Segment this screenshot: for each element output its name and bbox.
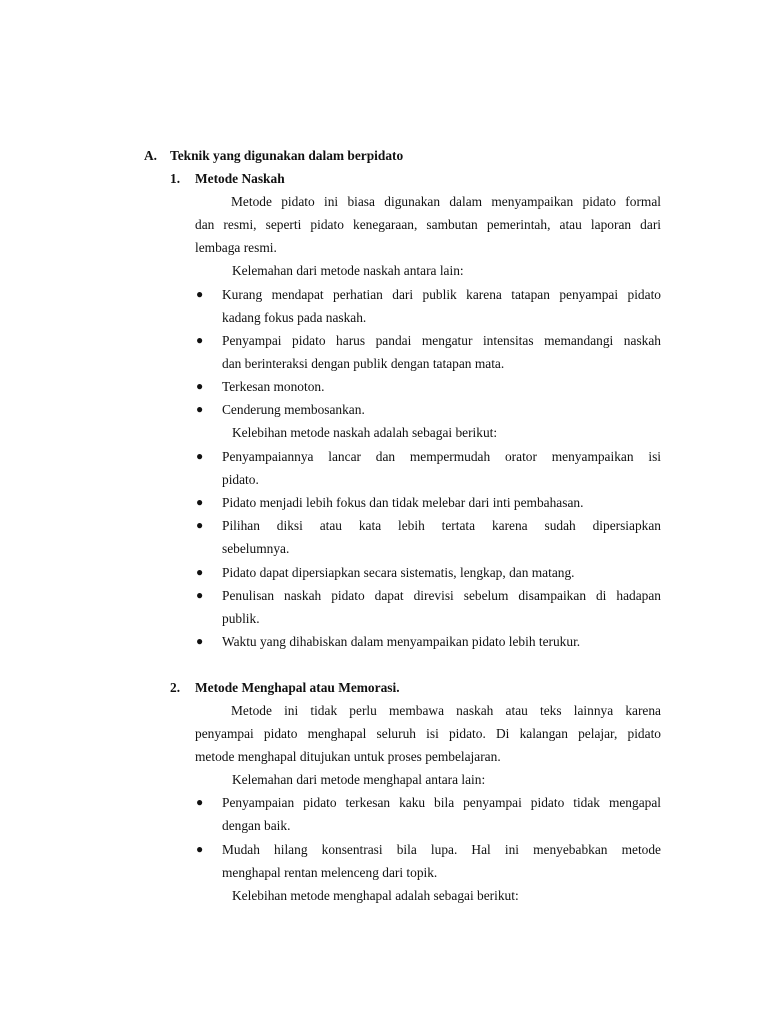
method2-number: 2. bbox=[170, 680, 181, 695]
method1-weakness-4: Cenderung membosankan. bbox=[222, 402, 365, 417]
method1-strength-1-line-1: Penyampaiannya lancar dan mempermudah orator menyampaikan isi bbox=[222, 449, 661, 464]
section-title: Teknik yang digunakan dalam berpidato bbox=[170, 148, 404, 163]
method1-number: 1. bbox=[170, 171, 181, 186]
method2-intro-line-1: Metode ini tidak perlu membawa naskah atau teks lainnya karena bbox=[231, 703, 661, 718]
method1-strength-6: Waktu yang dihabiskan dalam menyampaikan pidato lebih terukur. bbox=[222, 634, 581, 649]
bullet-icon: ● bbox=[196, 379, 204, 393]
method1-strength-3-line-1: Pilihan diksi atau kata lebih tertata karena sudah dipersiapkan bbox=[222, 518, 661, 533]
bullet-icon: ● bbox=[196, 333, 204, 347]
method2-intro-line-2: penyampai pidato menghapal seluruh isi pidato. Di kalangan pelajar, pidato bbox=[195, 726, 661, 741]
method1-strength-3-line-2: sebelumnya. bbox=[222, 541, 290, 556]
bullet-icon: ● bbox=[196, 588, 204, 602]
method1-weakness-heading: Kelemahan dari metode naskah antara lain: bbox=[232, 263, 464, 278]
method1-weakness-1-line-2: kadang fokus pada naskah. bbox=[222, 310, 367, 325]
bullet-icon: ● bbox=[196, 795, 204, 809]
method1-weakness-1-line-1: Kurang mendapat perhatian dari publik karena tatapan penyampai pidato bbox=[222, 287, 661, 302]
method1-weakness-2-line-1: Penyampai pidato harus pandai mengatur intensitas memandangi naskah bbox=[222, 333, 661, 348]
method1-strength-4: Pidato dapat dipersiapkan secara sistematis, lengkap, dan matang. bbox=[222, 565, 575, 580]
method1-strength-1-line-2: pidato. bbox=[222, 472, 259, 487]
bullet-icon: ● bbox=[196, 634, 204, 648]
bullet-icon: ● bbox=[196, 287, 204, 301]
section-letter: A. bbox=[144, 148, 158, 163]
method1-strength-5-line-2: publik. bbox=[222, 611, 260, 626]
bullet-icon: ● bbox=[196, 402, 204, 416]
method2-intro-line-3: metode menghapal ditujukan untuk proses pembelajaran. bbox=[195, 749, 501, 764]
bullet-icon: ● bbox=[196, 565, 204, 579]
method1-intro-line-3: lembaga resmi. bbox=[195, 240, 277, 255]
method1-strength-heading: Kelebihan metode naskah adalah sebagai berikut: bbox=[232, 425, 498, 440]
method2-strength-heading: Kelebihan metode menghapal adalah sebagai berikut: bbox=[232, 888, 519, 903]
bullet-icon: ● bbox=[196, 449, 204, 463]
method2-weakness-1-line-1: Penyampaian pidato terkesan kaku bila penyampai pidato tidak mengapal bbox=[222, 795, 661, 810]
method1-strength-5-line-1: Penulisan naskah pidato dapat direvisi sebelum disampaikan di hadapan bbox=[222, 588, 661, 603]
method2-weakness-heading: Kelemahan dari metode menghapal antara lain: bbox=[232, 772, 486, 787]
method1-intro-line-2: dan resmi, seperti pidato kenegaraan, sambutan pemerintah, atau laporan dari bbox=[195, 217, 661, 232]
method1-weakness-2-line-2: dan berinteraksi dengan publik dengan tatapan mata. bbox=[222, 356, 505, 371]
bullet-icon: ● bbox=[196, 842, 204, 856]
method1-intro-line-1: Metode pidato ini biasa digunakan dalam menyampaikan pidato formal bbox=[231, 194, 661, 209]
method2-weakness-1-line-2: dengan baik. bbox=[222, 818, 291, 833]
bullet-icon: ● bbox=[196, 518, 204, 532]
method1-strength-2: Pidato menjadi lebih fokus dan tidak melebar dari inti pembahasan. bbox=[222, 495, 584, 510]
method1-title: Metode Naskah bbox=[195, 171, 285, 186]
method2-weakness-2-line-1: Mudah hilang konsentrasi bila lupa. Hal ini menyebabkan metode bbox=[222, 842, 661, 857]
method1-weakness-3: Terkesan monoton. bbox=[222, 379, 325, 394]
method2-weakness-2-line-2: menghapal rentan melenceng dari topik. bbox=[222, 865, 438, 880]
method2-title: Metode Menghapal atau Memorasi. bbox=[195, 680, 400, 695]
bullet-icon: ● bbox=[196, 495, 204, 509]
